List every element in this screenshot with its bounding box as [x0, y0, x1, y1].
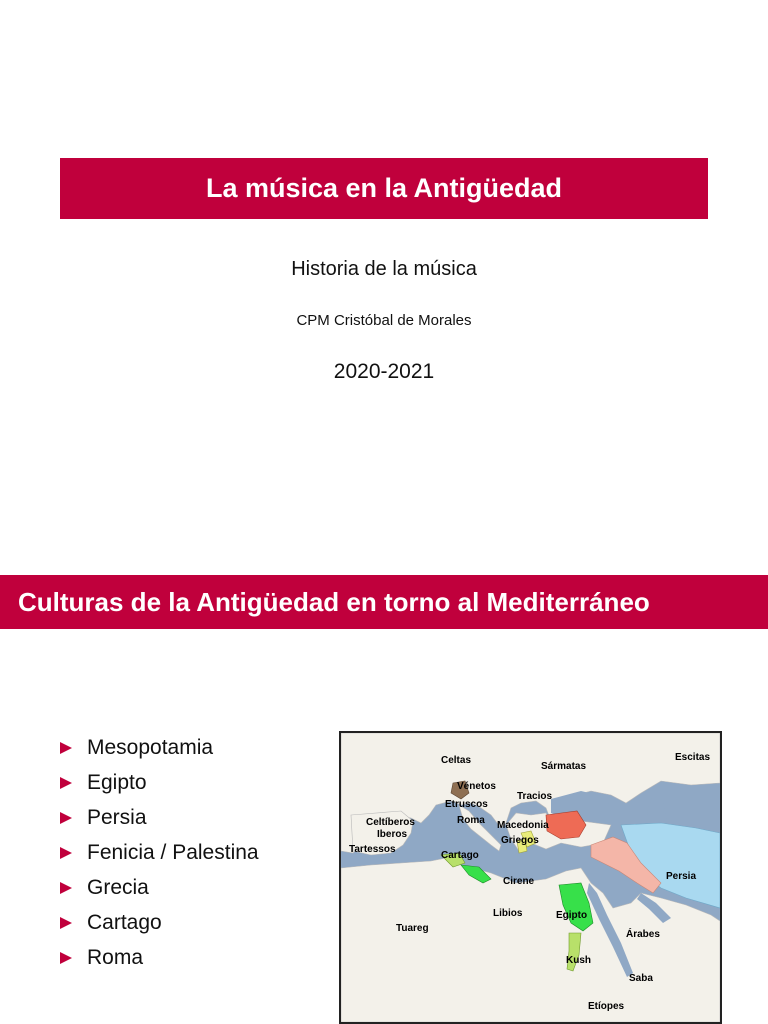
map-label-celtas: Celtas — [441, 755, 472, 766]
map-label-celtiberos: Celtíberos — [366, 817, 415, 828]
list-item-label: Egipto — [87, 770, 147, 794]
section-title: Culturas de la Antigüedad en torno al Mediterráneo — [0, 575, 768, 629]
map-label-cartago: Cartago — [441, 850, 479, 861]
list-item-label: Persia — [87, 805, 147, 829]
list-item-label: Cartago — [87, 910, 162, 934]
list-item — [60, 765, 259, 800]
map-label-saba: Saba — [629, 973, 653, 984]
map-label-iberos: Iberos — [377, 829, 408, 840]
list-item — [60, 940, 259, 975]
list-item-label: Mesopotamia — [87, 735, 214, 759]
slide-subtitle: Historia de la música — [291, 258, 477, 280]
map-label-macedonia: Macedonia — [497, 820, 549, 831]
bullet-arrow-icon — [60, 777, 72, 789]
bullet-arrow-icon — [60, 952, 72, 964]
bullet-arrow-icon — [60, 812, 72, 824]
list-item — [60, 800, 259, 835]
bullet-arrow-icon — [60, 847, 72, 859]
map-label-egipto: Egipto — [556, 910, 588, 921]
map-label-kush: Kush — [566, 955, 591, 966]
list-item — [60, 835, 259, 870]
list-item — [60, 870, 259, 905]
bullet-arrow-icon — [60, 917, 72, 929]
map-label-persia: Persia — [666, 871, 697, 882]
map-label-griegos: Griegos — [501, 835, 539, 846]
map-label-sarmatas: Sármatas — [541, 761, 587, 772]
list-item-label: Roma — [87, 945, 144, 969]
list-item-label: Grecia — [87, 875, 149, 899]
map-label-cirene: Cirene — [503, 876, 535, 887]
map-image — [341, 733, 720, 1022]
bullet-arrow-icon — [60, 882, 72, 894]
map-label-tartessos: Tartessos — [349, 844, 396, 855]
map-label-arabes: Árabes — [626, 929, 660, 940]
list-item — [60, 905, 259, 940]
institution-name: CPM Cristóbal de Morales — [296, 312, 472, 329]
bullet-arrow-icon — [60, 742, 72, 754]
map-label-tracios: Tracios — [517, 791, 553, 802]
list-item — [60, 730, 259, 765]
map-label-venetos: Vénetos — [457, 781, 496, 792]
map-label-roma: Roma — [457, 815, 485, 826]
ancient-mediterranean-map — [339, 731, 722, 1024]
academic-year: 2020-2021 — [333, 360, 435, 383]
map-label-escitas: Escitas — [675, 752, 711, 763]
map-label-libios: Libios — [493, 908, 523, 919]
list-item-label: Fenicia / Palestina — [87, 840, 259, 864]
map-label-etruscos: Etruscos — [445, 799, 488, 810]
slide-title: La música en la Antigüedad — [60, 158, 708, 219]
map-label-etiopes: Etíopes — [588, 1001, 625, 1012]
map-label-tuareg: Tuareg — [396, 923, 429, 934]
cultures-list — [60, 730, 259, 975]
